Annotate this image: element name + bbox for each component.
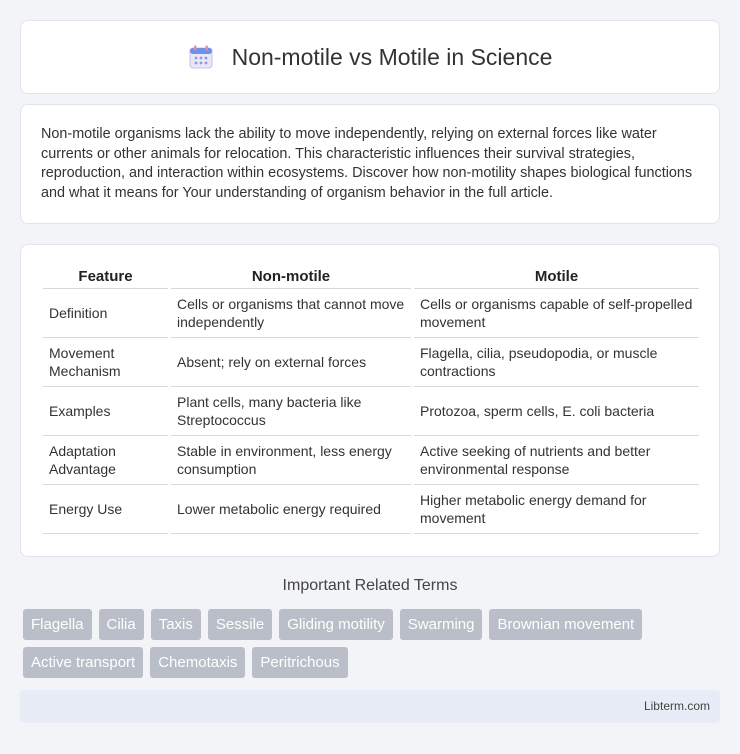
comparison-table	[40, 267, 702, 534]
table-row	[43, 289, 699, 338]
table-header-row	[43, 267, 699, 289]
page-title: Non-motile vs Motile in Science	[231, 43, 553, 70]
column-header-motile: Motile	[414, 267, 699, 289]
related-terms-title: Important Related Terms	[282, 577, 458, 594]
table-row	[43, 338, 699, 387]
tag-active-transport[interactable]: Active transport	[23, 647, 143, 678]
tag-peritrichous[interactable]: Peritrichous	[252, 647, 347, 678]
row-feature-cell: Energy Use	[43, 485, 168, 534]
tag-chemotaxis[interactable]: Chemotaxis	[150, 647, 245, 678]
row-non-motile-cell: Absent; rely on external forces	[171, 338, 411, 387]
row-feature-cell: Definition	[43, 289, 168, 338]
comparison-table-card	[20, 244, 720, 557]
row-feature-cell: Movement Mechanism	[43, 338, 168, 387]
row-feature-cell: Adaptation Advantage	[43, 436, 168, 485]
calendar-icon	[188, 44, 214, 70]
intro-card	[20, 104, 720, 224]
header-card	[20, 20, 720, 94]
row-non-motile-cell: Cells or organisms that cannot move independently	[171, 289, 411, 338]
tag-taxis[interactable]: Taxis	[151, 609, 201, 640]
table-row	[43, 387, 699, 436]
row-non-motile-cell: Plant cells, many bacteria like Streptococcus	[171, 387, 411, 436]
tag-gliding-motility[interactable]: Gliding motility	[279, 609, 393, 640]
footer-site-link[interactable]: Libterm.com	[643, 699, 710, 713]
tag-sessile[interactable]: Sessile	[208, 609, 272, 640]
table-row	[43, 436, 699, 485]
row-motile-cell: Cells or organisms capable of self-propelled movement	[414, 289, 699, 338]
row-motile-cell: Flagella, cilia, pseudopodia, or muscle contractions	[414, 338, 699, 387]
row-non-motile-cell: Lower metabolic energy required	[171, 485, 411, 534]
footer	[20, 690, 720, 723]
tag-flagella[interactable]: Flagella	[23, 609, 92, 640]
row-motile-cell: Active seeking of nutrients and better environmental response	[414, 436, 699, 485]
tag-brownian-movement[interactable]: Brownian movement	[489, 609, 642, 640]
row-non-motile-cell: Stable in environment, less energy consumption	[171, 436, 411, 485]
tag-cilia[interactable]: Cilia	[99, 609, 144, 640]
row-motile-cell: Higher metabolic energy demand for movement	[414, 485, 699, 534]
column-header-feature: Feature	[43, 267, 168, 289]
column-header-non-motile: Non-motile	[171, 267, 411, 289]
row-motile-cell: Protozoa, sperm cells, E. coli bacteria	[414, 387, 699, 436]
related-terms-tags	[23, 609, 723, 678]
table-row	[43, 485, 699, 534]
tag-swarming[interactable]: Swarming	[400, 609, 483, 640]
intro-text: Non-motile organisms lack the ability to move independently, relying on external forces like water currents or other animals for relocation. This characteristic influences their survival strategies, reproduction, and interaction within ecosystems. Discover how non-motility shapes biological functions and what it means for Your understanding of organism behavior in the full article.	[41, 126, 693, 201]
row-feature-cell: Examples	[43, 387, 168, 436]
